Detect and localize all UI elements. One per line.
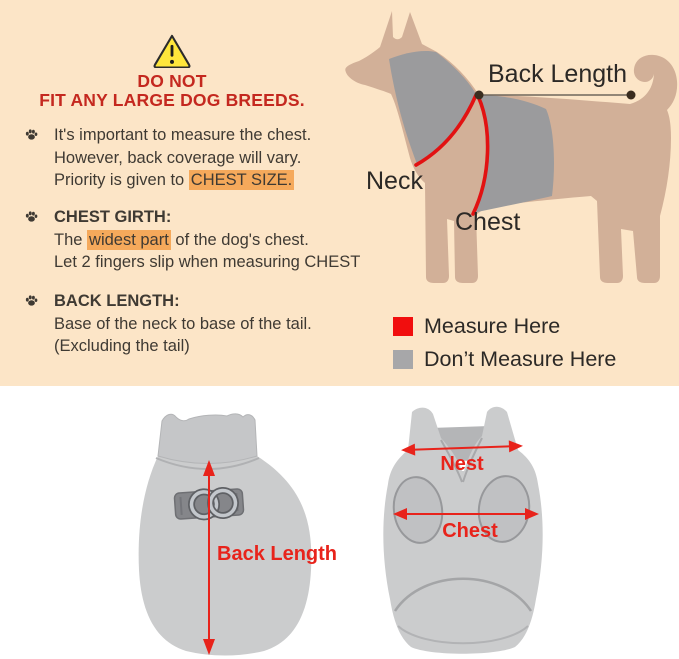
intro-line-1: It's important to measure the chest. <box>54 126 312 144</box>
vest-back-collar <box>158 414 257 464</box>
vest-front-neck-label: Nest <box>440 453 484 475</box>
back-length-section <box>40 290 312 358</box>
chest-girth-section <box>40 206 360 274</box>
legend-dont-measure-label: Don’t Measure Here <box>424 347 617 371</box>
paw-icon <box>25 294 38 307</box>
widest-part-highlight: widest part <box>89 230 169 249</box>
dog-neck-label: Neck <box>366 167 423 195</box>
warning-block <box>22 34 322 110</box>
intro-line-2: However, back coverage will vary. <box>54 148 302 167</box>
vest-back-illustration <box>125 402 325 658</box>
legend-measure-label: Measure Here <box>424 314 561 338</box>
dog-back-length-label: Back Length <box>488 60 627 88</box>
vest-back-length-label: Back Length <box>217 543 338 565</box>
vest-front-chest-label: Chest <box>442 520 498 542</box>
warning-line-1: DO NOT <box>137 71 207 91</box>
back-length-line-2: (Excluding the tail) <box>54 337 190 355</box>
chest-size-highlight: CHEST SIZE. <box>190 171 293 189</box>
back-length-line-1: Base of the neck to base of the tail. <box>54 314 312 333</box>
chest-girth-line-1: The widest part of the dog's chest. <box>54 230 309 249</box>
legend-measure-swatch <box>393 317 413 336</box>
intro-paragraph <box>40 124 311 192</box>
warning-triangle-icon <box>153 34 191 68</box>
chest-girth-line-2: Let 2 fingers slip when measuring CHEST <box>54 253 361 271</box>
paw-icon <box>25 128 38 141</box>
dog-chest-label: Chest <box>455 208 521 236</box>
dog-illustration <box>340 0 679 300</box>
paw-icon <box>25 210 38 223</box>
legend-dont-measure-swatch <box>393 350 413 369</box>
intro-line-3: Priority is given to CHEST SIZE. <box>54 171 293 189</box>
back-length-heading: BACK LENGTH: <box>54 292 180 310</box>
warning-line-2: FIT ANY LARGE DOG BREEDS. <box>39 90 305 110</box>
chest-girth-heading: CHEST GIRTH: <box>54 208 172 226</box>
